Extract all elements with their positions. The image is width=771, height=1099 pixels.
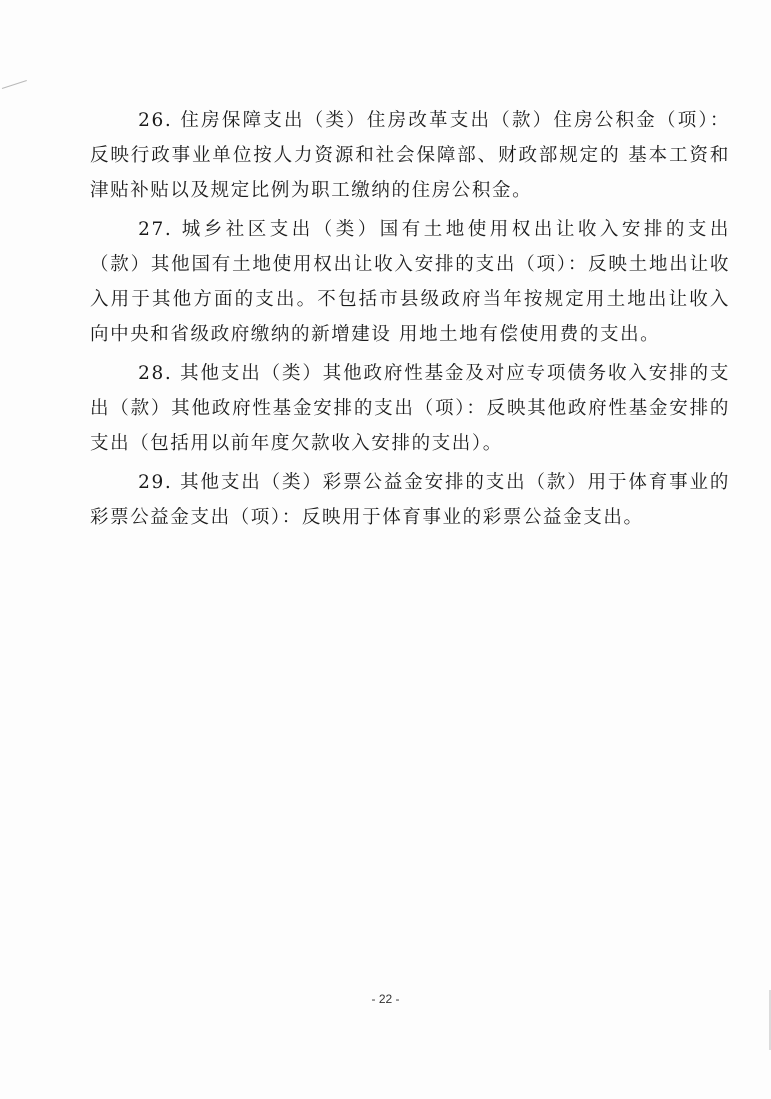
paragraph-27: 27. 城乡社区支出（类）国有土地使用权出让收入安排的支出（款）其他国有土地使用权出让收入安排的支出（项）：反映土地出让收入用于其他方面的支出。不包括市县级政府当年按规定用土地出让收入向中央和省级政府缴纳的新增建设 用地土地有偿使用费的支出。 bbox=[90, 219, 730, 345]
paragraph-26: 26. 住房保障支出（类）住房改革支出（款）住房公积金（项）：反映行政事业单位按人力资源和社会保障部、财政部规定的 基本工资和津贴补贴以及规定比例为职工缴纳的住房公积金。 bbox=[90, 110, 730, 201]
scan-mark bbox=[2, 80, 27, 89]
paragraph-29: 29. 其他支出（类）彩票公益金安排的支出（款）用于体育事业的彩票公益金支出（项）：反映用于体育事业的彩票公益金支出。 bbox=[90, 472, 730, 528]
document-body bbox=[90, 103, 730, 539]
paragraph-28: 28. 其他支出（类）其他政府性基金及对应专项债务收入安排的支出（款）其他政府性基金安排的支出（项）：反映其他政府性基金安排的支出（包括用以前年度欠款收入安排的支出）。 bbox=[90, 363, 730, 454]
page-number: - 22 - bbox=[371, 992, 400, 1006]
